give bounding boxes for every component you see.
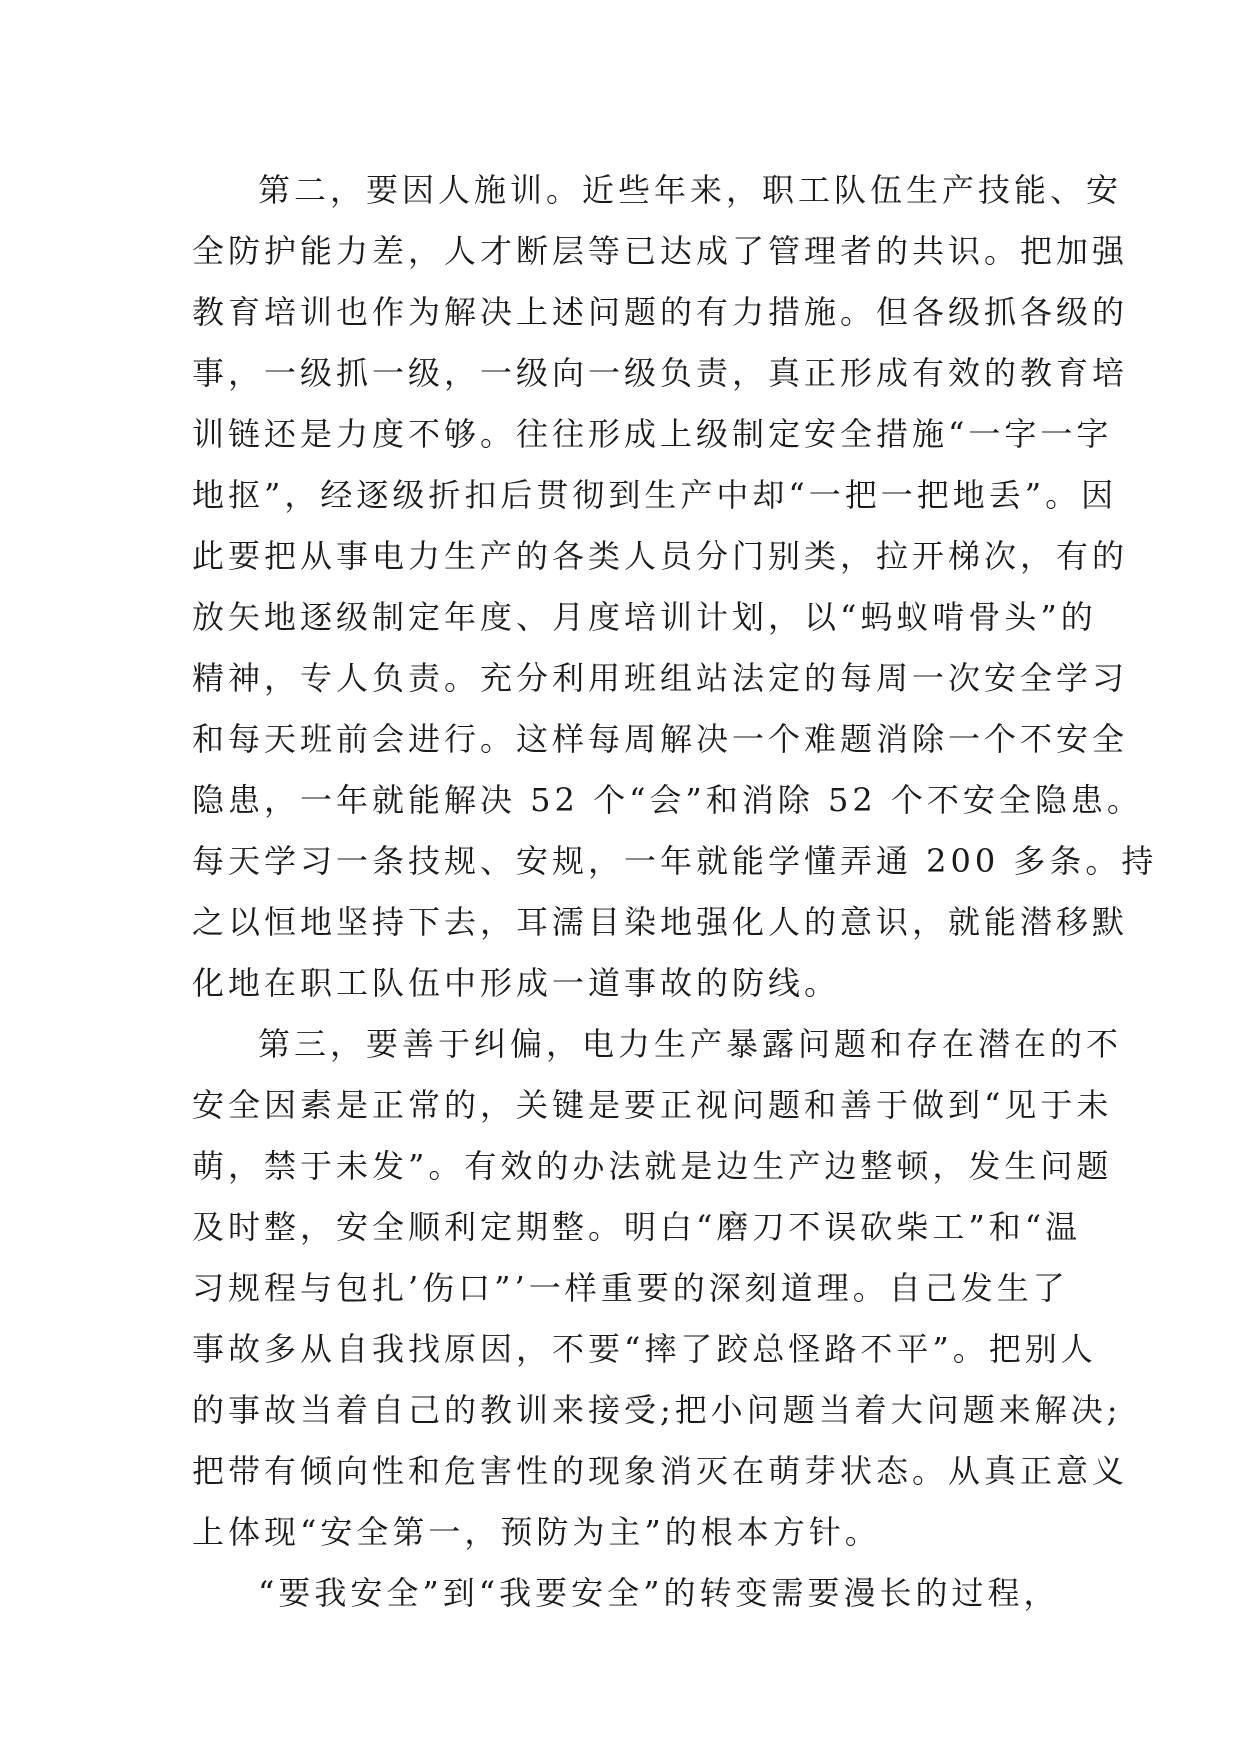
paragraph-2-line-12: 每天学习一条技规、安规，一年就能学懂弄通 200 多条。持 (192, 842, 1158, 880)
paragraph-3-line-3: 萌，禁于未发”。有效的办法就是边生产边整顿，发生问题 (192, 1147, 1113, 1185)
paragraph-2-line-11: 隐患，一年就能解决 52 个“会”和消除 52 个不安全隐患。 (192, 781, 1143, 819)
paragraph-3-line-1: 第三，要善于纠偏，电力生产暴露问题和存在潜在的不 (258, 1025, 1123, 1063)
paragraph-3-line-4: 及时整，安全顺利定期整。明白“磨刀不误砍柴工”和“温 (192, 1208, 1082, 1246)
paragraph-4-line-1: “要我安全”到“我要安全”的转变需要漫长的过程， (258, 1574, 1060, 1612)
paragraph-3-line-8: 把带有倾向性和危害性的现象消灭在萌芽状态。从真正意义 (192, 1452, 1129, 1490)
paragraph-2-line-14: 化地在职工队伍中形成一道事故的防线。 (192, 964, 841, 1002)
paragraph-2-line-13: 之以恒地坚持下去，耳濡目染地强化人的意识，就能潜移默 (192, 903, 1129, 941)
paragraph-3-line-2: 安全因素是正常的，关键是要正视问题和善于做到“见于未 (192, 1086, 1113, 1124)
paragraph-2-line-2: 全防护能力差，人才断层等已达成了管理者的共识。把加强 (192, 232, 1129, 270)
paragraph-2-line-4: 事，一级抓一级，一级向一级负责，真正形成有效的教育培 (192, 354, 1129, 392)
paragraph-3-line-5: 习规程与包扎’伤口”’一样重要的深刻道理。自己发生了 (192, 1269, 1069, 1307)
paragraph-3-line-6: 事故多从自我找原因，不要“摔了跤总怪路不平”。把别人 (192, 1330, 1097, 1368)
document-body (192, 160, 1158, 1624)
paragraph-2-line-1: 第二，要因人施训。近些年来，职工队伍生产技能、安 (258, 171, 1123, 209)
paragraph-2-line-5: 训链还是力度不够。往往形成上级制定安全措施“一字一字 (192, 415, 1113, 453)
paragraph-2-line-9: 精神，专人负责。充分利用班组站法定的每周一次安全学习 (192, 659, 1129, 697)
paragraph-2-line-6: 地抠”，经逐级折扣后贯彻到生产中却“一把一把地丢”。因 (192, 476, 1118, 514)
paragraph-3-line-7: 的事故当着自己的教训来接受;把小问题当着大问题来解决; (192, 1391, 1122, 1429)
paragraph-2-line-3: 教育培训也作为解决上述问题的有力措施。但各级抓各级的 (192, 293, 1129, 331)
paragraph-2-line-7: 此要把从事电力生产的各类人员分门别类，拉开梯次，有的 (192, 537, 1129, 575)
paragraph-3-line-9: 上体现“安全第一，预防为主”的根本方针。 (192, 1513, 881, 1551)
paragraph-2-line-8: 放矢地逐级制定年度、月度培训计划，以“蚂蚁啃骨头”的 (192, 598, 1097, 636)
paragraph-2-line-10: 和每天班前会进行。这样每周解决一个难题消除一个不安全 (192, 720, 1129, 758)
